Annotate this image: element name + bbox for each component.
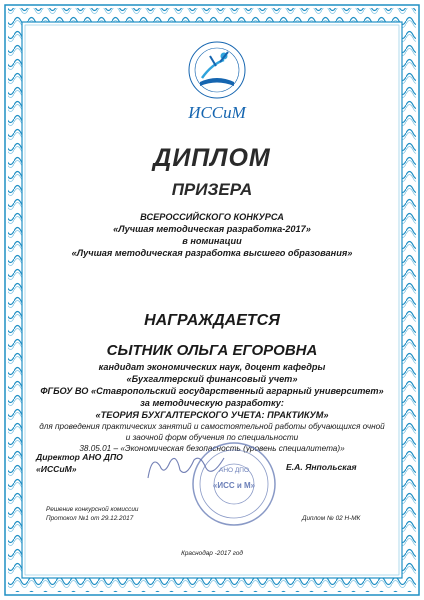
footer-protocol: Протокол №1 от 29.12.2017 bbox=[46, 515, 134, 522]
diploma-title: ДИПЛОМ bbox=[153, 144, 271, 172]
recipient-line-4: за методическую разработку: bbox=[140, 398, 284, 408]
signature-name: Е.А. Янпольская bbox=[286, 462, 357, 472]
contest-line-2: «Лучшая методическая разработка-2017» bbox=[113, 224, 311, 234]
logo-text: ИССиМ bbox=[188, 103, 246, 122]
recipient-line-5: «ТЕОРИЯ БУХГАЛТЕРСКОГО УЧЕТА: ПРАКТИКУМ» bbox=[95, 410, 329, 420]
awarded-heading: НАГРАЖДАЕТСЯ bbox=[144, 312, 280, 329]
recipient-line-6: для проведения практических занятий и самостоятельной работы обучающихся очной bbox=[39, 422, 385, 431]
recipient-line-1: кандидат экономических наук, доцент кафедры bbox=[98, 362, 326, 372]
recipient-name: СЫТНИК ОЛЬГА ЕГОРОВНА bbox=[106, 342, 318, 359]
recipient-line-8: 38.05.01 – «Экономическая безопасность (уровень специалитета)» bbox=[79, 444, 345, 453]
recipient-line-2: «Бухгалтерский финансовый учет» bbox=[126, 374, 298, 384]
issim-logo bbox=[182, 34, 252, 134]
contest-line-4: «Лучшая методическая разработка высшего образования» bbox=[71, 248, 353, 258]
contest-line-1: ВСЕРОССИЙСКОГО КОНКУРСА bbox=[140, 212, 284, 222]
recipient-line-3: ФГБОУ ВО «Ставропольский государственный аграрный университет» bbox=[40, 386, 384, 396]
contest-line-3: в номинации bbox=[182, 236, 242, 246]
footer-city-year: Краснодар -2017 год bbox=[181, 550, 243, 557]
diploma-subtitle: ПРИЗЕРА bbox=[171, 180, 253, 199]
footer-decision: Решение конкурсной комиссии bbox=[46, 506, 139, 513]
stamp-outer-text: АНО ДПО bbox=[218, 467, 250, 474]
stamp-inner-text: «ИСС и М» bbox=[212, 481, 256, 490]
signature-role-line-2: «ИССиМ» bbox=[36, 464, 77, 474]
handwritten-signature bbox=[140, 448, 230, 488]
signature-role-line-1: Директор АНО ДПО bbox=[36, 452, 123, 462]
recipient-line-7: и заочной форм обучения по специальности bbox=[125, 433, 299, 442]
diploma-content bbox=[30, 30, 394, 570]
footer-diploma-number: Диплом № 02 Н-МК bbox=[302, 515, 361, 522]
